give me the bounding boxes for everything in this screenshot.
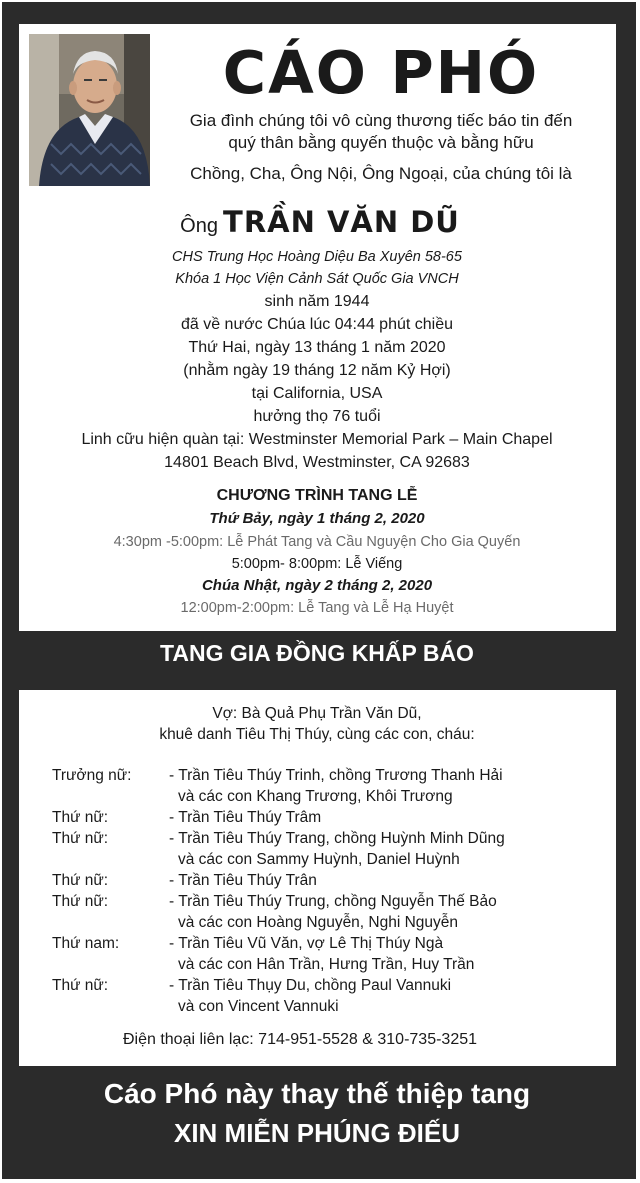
list-item: Thứ nữ: - Trần Tiêu Thúy Trân — [52, 872, 317, 889]
page-title: CÁO PHÓ — [222, 38, 540, 107]
death-date: Thứ Hai, ngày 13 tháng 1 năm 2020 — [188, 339, 446, 356]
list-item: Trưởng nữ: - Trần Tiêu Thúy Trinh, chồng Trương Thanh Hải — [52, 767, 503, 784]
footer-line-2: XIN MIỄN PHÚNG ĐIẾU — [173, 1118, 461, 1148]
family-banner: TANG GIA ĐỒNG KHẤP BÁO — [160, 640, 474, 666]
list-item: Thứ nữ: - Trần Tiêu Thúy Trang, chồng Huỳnh Minh Dũng — [52, 830, 505, 847]
death-time: đã về nước Chúa lúc 04:44 phút chiều — [180, 316, 454, 333]
deceased-name-row — [0, 205, 640, 239]
lunar-date: (nhằm ngày 19 tháng 12 năm Kỷ Hợi) — [183, 362, 451, 379]
program-heading: CHƯƠNG TRÌNH TANG LỄ — [216, 487, 418, 504]
list-item: Thứ nữ: - Trần Tiêu Thúy Trung, chồng Nguyễn Thế Bảo — [52, 893, 497, 910]
program-day-2: Chúa Nhật, ngày 2 tháng 2, 2020 — [201, 577, 433, 594]
program-event: 12:00pm-2:00pm: Lễ Tang và Lễ Hạ Huyệt — [180, 600, 454, 616]
list-item: và các con Hân Trần, Hưng Trần, Huy Trần — [178, 956, 475, 973]
list-item: Thứ nam: - Trần Tiêu Vũ Văn, vợ Lê Thị Thúy Ngà — [52, 935, 444, 952]
spouse-line-2: khuê danh Tiêu Thị Thúy, cùng các con, cháu: — [159, 726, 475, 743]
death-place: tại California, USA — [251, 385, 383, 402]
honorific: Ông — [180, 215, 218, 237]
viewing-location: Linh cữu hiện quàn tại: Westminster Memorial Park – Main Chapel — [81, 431, 553, 448]
footer-line-1: Cáo Phó này thay thế thiệp tang — [103, 1078, 531, 1109]
list-item: và con Vincent Vannuki — [178, 998, 339, 1015]
relation-text: Chồng, Cha, Ông Nội, Ông Ngoại, của chúng tôi là — [190, 164, 572, 183]
program-day-1: Thứ Bảy, ngày 1 tháng 2, 2020 — [209, 510, 425, 527]
list-item: và các con Hoàng Nguyễn, Nghi Nguyễn — [178, 914, 459, 931]
list-item: và các con Sammy Huỳnh, Daniel Huỳnh — [178, 851, 460, 868]
list-item: và các con Khang Trương, Khôi Trương — [178, 788, 453, 805]
program-event: 5:00pm- 8:00pm: Lễ Viếng — [231, 556, 403, 572]
list-item: Thứ nữ: - Trần Tiêu Thúy Trâm — [52, 809, 322, 826]
contact-phone: Điện thoại liên lạc: 714-951-5528 & 310-735-3251 — [122, 1031, 478, 1048]
affiliation-2: Khóa 1 Học Viện Cảnh Sát Quốc Gia VNCH — [175, 271, 459, 287]
spouse-line-1: Vợ: Bà Quả Phụ Trần Văn Dũ, — [212, 705, 422, 722]
list-item: Thứ nữ: - Trần Tiêu Thụy Du, chồng Paul Vannuki — [52, 977, 452, 994]
program-event: 4:30pm -5:00pm: Lễ Phát Tang và Cầu Nguyện Cho Gia Quyến — [113, 534, 521, 550]
intro-text: Gia đình chúng tôi vô cùng thương tiếc báo tin đến quý thân bằng quyến thuộc và bằng hữu — [189, 111, 573, 152]
deceased-name: TRẦN VĂN DŨ — [223, 205, 460, 239]
affiliation-1: CHS Trung Học Hoàng Diệu Ba Xuyên 58-65 — [172, 249, 462, 265]
age: hưởng thọ 76 tuổi — [253, 408, 381, 425]
children-list — [52, 765, 612, 1017]
birth-year: sinh năm 1944 — [264, 293, 370, 310]
viewing-address: 14801 Beach Blvd, Westminster, CA 92683 — [164, 454, 470, 471]
portrait-photo — [29, 34, 150, 186]
